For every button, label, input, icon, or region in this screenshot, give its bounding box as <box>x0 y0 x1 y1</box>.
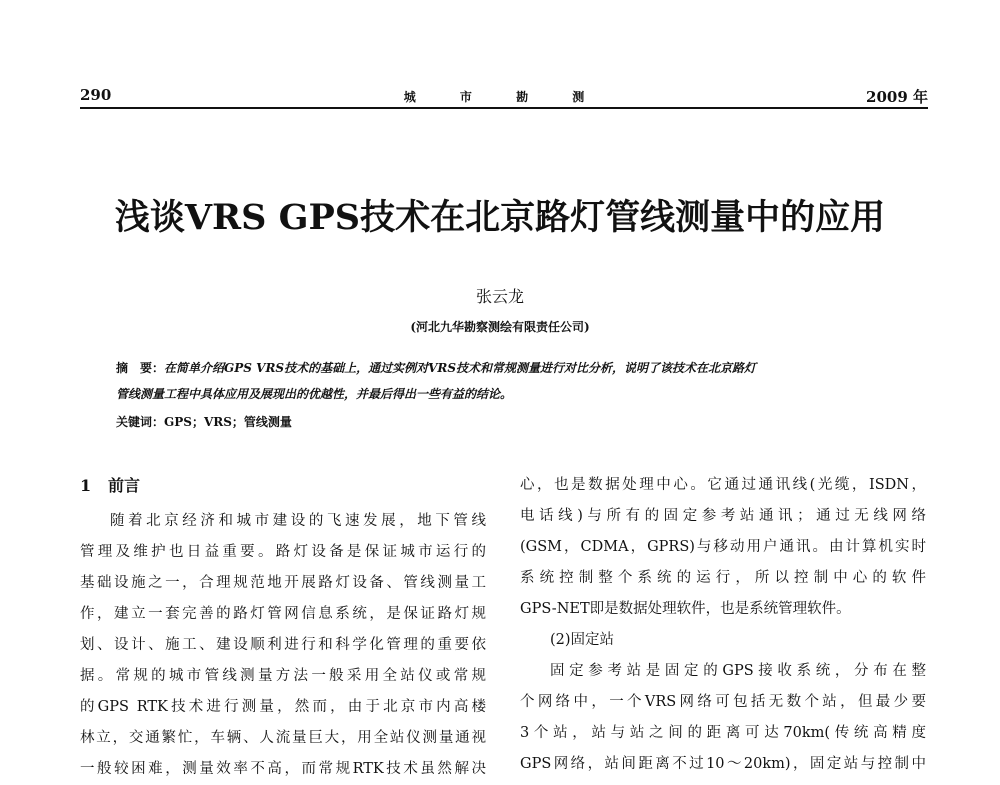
abstract-line-1 <box>116 356 896 380</box>
left-line: 一般较困难，测量效率不高，而常规RTK技术虽然解决 <box>80 761 486 777</box>
issue-year: 2009 年 <box>866 88 928 106</box>
left-line: 基础设施之一，合理规范地开展路灯设备、管线测量工 <box>80 575 486 591</box>
abstract-line-2 <box>116 382 896 406</box>
right-column <box>520 470 926 780</box>
left-line: 据。常规的城市管线测量方法一般采用全站仪或常规 <box>80 668 486 684</box>
right-line: GPS-NET即是数据处理软件，也是系统管理软件。 <box>520 601 851 617</box>
abstract-text-1: 在简单介绍GPS VRS技术的基础上，通过实例对VRS技术和常规测量进行对比分析，说明了该技术在北京路灯 <box>164 361 757 375</box>
abstract-text-2: 管线测量工程中具体应用及展现出的优越性，并最后得出一些有益的结论。 <box>116 387 513 401</box>
left-line: 林立，交通繁忙，车辆、人流量巨大，用全站仪测量通视 <box>80 730 486 746</box>
section-heading <box>80 470 486 506</box>
left-line: 的GPS RTK技术进行测量，然而，由于北京市内高楼 <box>80 699 486 715</box>
abstract-label: 摘 要： <box>116 361 165 375</box>
left-line: 划、设计、施工、建设顺利进行和科学化管理的重要依 <box>80 637 486 653</box>
section-number: 1 <box>80 476 92 495</box>
right-line: 3个站，站与站之间的距离可达70km(传统高精度 <box>520 725 926 741</box>
keywords-label: 关键词： <box>116 415 165 429</box>
right-line: 个网络中，一个VRS网络可包括无数个站，但最少要 <box>520 694 926 710</box>
keywords-text: GPS；VRS；管线测量 <box>164 415 292 429</box>
subsection-heading: (2)固定站 <box>550 632 615 648</box>
right-line: 电话线)与所有的固定参考站通讯；通过无线网络 <box>520 508 926 524</box>
right-line: 系统控制整个系统的运行，所以控制中心的软件 <box>520 570 926 586</box>
running-header <box>80 82 928 110</box>
left-line: 管理及维护也日益重要。路灯设备是保证城市运行的 <box>80 544 486 560</box>
paper-title: 浅谈VRS GPS技术在北京路灯管线测量中的应用 <box>114 197 886 238</box>
left-column <box>80 470 486 785</box>
journal-name: 城 市 勘 测 <box>403 90 605 104</box>
right-line: (GSM，CDMA，GPRS)与移动用户通讯。由计算机实时 <box>520 539 926 555</box>
header-rule <box>80 107 928 109</box>
section-title: 前言 <box>108 476 141 495</box>
right-line: 固定参考站是固定的GPS接收系统，分布在整 <box>550 663 926 679</box>
right-line: GPS网络，站间距离不过10～20km)，固定站与控制中 <box>520 756 926 772</box>
right-line: 心，也是数据处理中心。它通过通讯线(光缆，ISDN， <box>520 477 926 493</box>
left-line: 随着北京经济和城市建设的飞速发展，地下管线 <box>110 513 486 529</box>
author-affiliation: (河北九华勘察测绘有限责任公司) <box>410 320 590 334</box>
author-name: 张云龙 <box>475 287 524 306</box>
keywords-line <box>116 410 896 434</box>
left-line: 作，建立一套完善的路灯管网信息系统，是保证路灯规 <box>80 606 486 622</box>
page-number: 290 <box>80 86 112 104</box>
